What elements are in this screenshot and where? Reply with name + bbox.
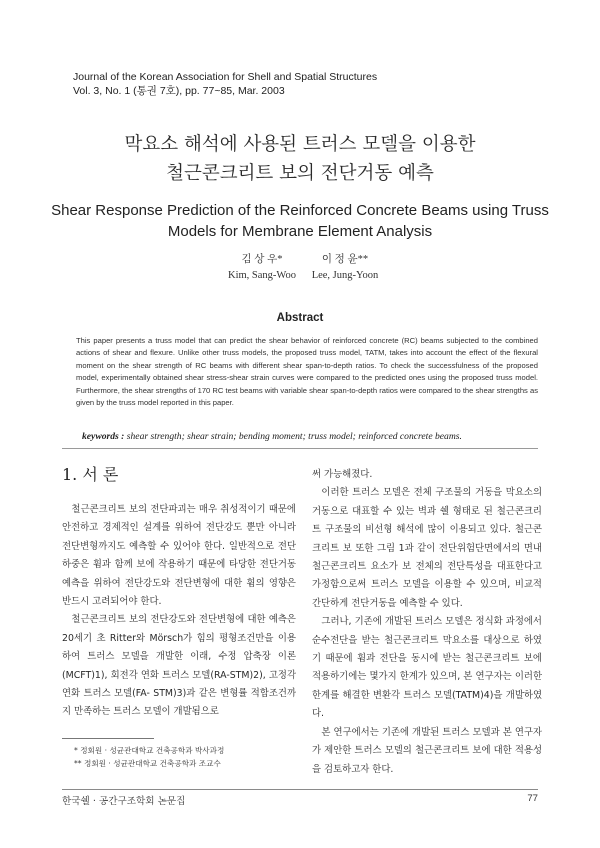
keywords-text: shear strength; shear strain; bending moment; truss model; reinforced concrete beams. (126, 431, 462, 442)
author-2-name-en: Lee, Jung-Yoon (311, 270, 379, 281)
footnote-divider (62, 738, 154, 739)
abstract-body: This paper presents a truss model that can predict the shear behavior of reinforced concrete (RC) beams subjected to the combined actions of shear and flexure. Unlike other truss models, the proposed truss model, TATM, takes into account the effect of the flexural moment on the shear strength of RC beams with different shear span-to-depth ratios. To check the successfulness of the proposed model, experimentally obtained shear stress-shear strain curves were compared to the predicted ones using the proposed truss model. Furthermore, the shear strengths of 170 RC test beams with variable shear span-to-depth ratios were compared to the shear strengths as given by the truss model reported in this paper. (76, 336, 538, 408)
author-2 (306, 252, 384, 284)
korean-title-line-1: 막요소 해석에 사용된 트러스 모델을 이용한 (124, 134, 476, 155)
author-1 (222, 252, 302, 284)
english-title-line-1: Shear Response Prediction of the Reinforced Concrete Beams using Truss (51, 202, 549, 219)
footnotes (74, 744, 224, 770)
footnote-1: * 정회원 · 성균관대학교 건축공학과 박사과정 (74, 746, 225, 755)
abstract-divider (62, 448, 538, 449)
author-1-name-en: Kim, Sang-Woo (228, 270, 296, 281)
paragraph: 그러나, 기존에 개발된 트러스 모델은 정식화 과정에서 순수전단을 받는 철근콘크리트 막요소를 대상으로 하였기 때문에 휨과 전단을 동시에 받는 철근콘크리트 보에 적용하기에는 몇가지 한계가 있으며, 본 연구자는 이러한 한계를 해결한 변환각 트러스 모델(TATM)4)을 개발하였다. (312, 616, 542, 720)
paragraph: 써 가능해졌다. (312, 469, 373, 480)
author-1-name-ko: 김 상 우* (241, 254, 283, 265)
author-2-name-ko: 이 정 윤** (321, 254, 369, 265)
keywords-label: keywords : (82, 431, 125, 442)
section-1-heading: 1. 서 론 (62, 465, 119, 484)
footnote-2: ** 정회원 · 성균관대학교 건축공학과 조교수 (74, 759, 221, 768)
paragraph: 철근콘크리트 보의 전단강도와 전단변형에 대한 예측은 20세기 초 Ritter와 Mörsch가 힘의 평형조건만을 이용하여 트러스 모델을 개발한 이래, 수정 압축장 이론(MCFT)1), 회전각 연화 트러스 모델(RA-STM)2), 고정각 연화 트러스 모델(FA- STM)3)과 같은 변형률 적합조건까지 만족하는 트러스 모델이 개발됨으로 (62, 614, 296, 718)
left-column (62, 501, 296, 722)
footer-divider (62, 789, 538, 790)
korean-title (0, 130, 600, 188)
journal-name: Journal of the Korean Association for Shell and Spatial Structures (73, 71, 378, 83)
paragraph: 이러한 트러스 모델은 전체 구조물의 거동을 막요소의 거동으로 대표할 수 있는 벽과 쉘 형태로 된 철근콘크리트 구조물의 비선형 해석에 많이 이용되고 있다. 철근콘크리트 보 또한 그림 1과 같이 전단위험단면에서의 면내 철근콘크리트 요소가 보 전체의 전단특성을 대표한다고 가정함으로써 트러스 모델을 이용할 수 있으며, 비교적 간단하게 전단거동을 예측할 수 있다. (312, 487, 542, 609)
right-column (312, 466, 542, 779)
journal-volume: Vol. 3, No. 1 (통권 7호), pp. 77~85, Mar. 2003 (73, 85, 285, 97)
abstract-heading: Abstract (276, 312, 324, 324)
korean-title-line-2: 철근콘크리트 보의 전단거동 예측 (166, 163, 434, 184)
english-title (0, 200, 600, 242)
journal-header (73, 70, 377, 98)
keywords-line (82, 431, 532, 442)
paragraph: 철근콘크리트 보의 전단파괴는 매우 취성적이기 때문에 안전하고 경제적인 설계를 위하여 전단강도 뿐만 아니라 전단변형까지도 예측할 수 있어야 한다. 일반적으로 전단하중은 휨과 함께 보에 작용하기 때문에 타당한 전단거동 예측을 위하여 전단강도와 전단변형에 대한 휨의 영향은 반드시 고려되어야 한다. (62, 504, 296, 608)
page-number: 77 (527, 793, 538, 804)
paragraph: 본 연구에서는 기존에 개발된 트러스 모델과 본 연구자가 제안한 트러스 모델의 철근콘크리트 보에 대한 적용성을 검토하고자 한다. (312, 726, 542, 775)
footer-journal: 한국쉘 · 공간구조학회 논문집 (62, 796, 186, 807)
english-title-line-2: Models for Membrane Element Analysis (167, 223, 433, 240)
